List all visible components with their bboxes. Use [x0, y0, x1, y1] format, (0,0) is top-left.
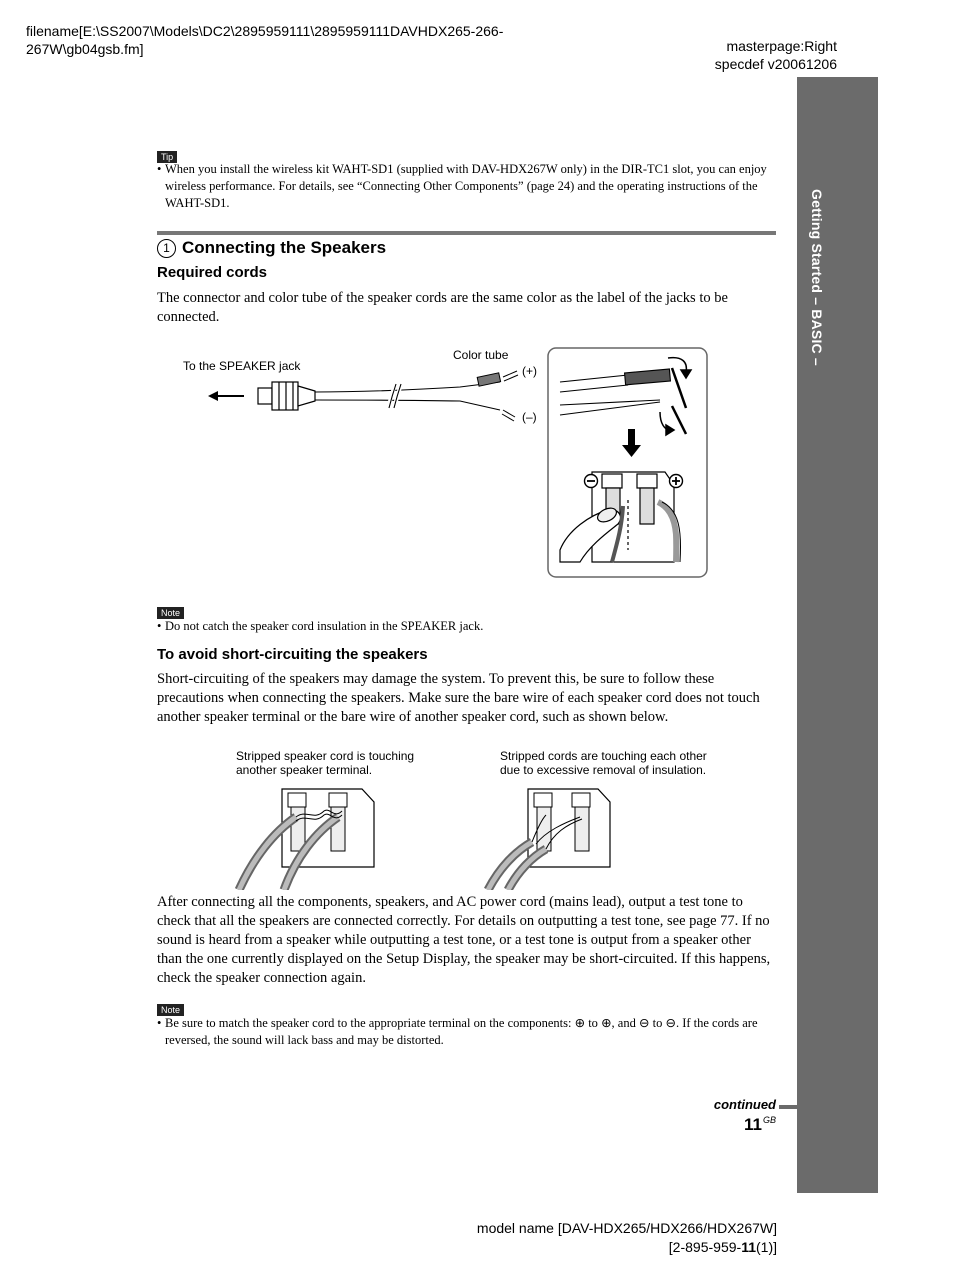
side-tab-label: Getting Started – BASIC – [809, 189, 825, 366]
section-divider [157, 231, 776, 235]
tip-text-block [157, 161, 777, 212]
caption-left-line1: Stripped speaker cord is touching [236, 749, 415, 763]
connector-plug [258, 382, 315, 410]
section-intro: The connector and color tube of the speaker cords are the same color as the label of the jacks to be connected. [157, 290, 728, 325]
note1-badge-label: Note [157, 607, 184, 619]
footer-code [440, 1238, 777, 1257]
note1-text-block [157, 618, 777, 635]
wire-tip-minus [502, 410, 515, 421]
note2-badge-label: Note [157, 1004, 184, 1016]
speaker-cord [315, 382, 500, 410]
continued-label: continued [713, 1097, 776, 1112]
plus-symbol-icon: ⊕ [574, 1016, 586, 1030]
plus-symbol-icon: ⊕ [601, 1016, 612, 1030]
caption-left-line2: another speaker terminal. [236, 763, 373, 777]
bullet-icon: • [157, 162, 162, 176]
label-speaker-jack: To the SPEAKER jack [183, 359, 301, 373]
footer-code-prefix: [2-895-959- [668, 1239, 742, 1255]
short-circuit-illustration-right [480, 787, 620, 890]
minus-symbol-icon [585, 475, 598, 488]
section-number: 1 [157, 239, 176, 258]
footer-model [440, 1219, 777, 1257]
short-circuit-illustration-left [234, 787, 384, 890]
label-color-tube: Color tube [453, 348, 509, 362]
speaker-cord-figure [160, 340, 720, 585]
label-minus: (–) [522, 410, 537, 424]
note2-text-a: Be sure to match the speaker cord to the appropriate terminal on the components: [165, 1016, 575, 1030]
side-tab [797, 77, 878, 1193]
minus-symbol-icon: ⊖ [638, 1016, 650, 1030]
short-circuit-text: Short-circuiting of the speakers may damage the system. To prevent this, be sure to follow these precautions when connecting the speakers. Make sure the bare wire of each speaker cord does not touch another speaker terminal or the bare wire of another speaker cord, such as shown below. [157, 671, 760, 725]
header-specdef-label: specdef v20061206 [714, 56, 837, 72]
header-filename-line1: filename[E:\SS2007\Models\DC2\2895959111\2895959111DAVHDX265-266- [26, 23, 504, 39]
note2-text [157, 1015, 777, 1049]
section-title-text: Connecting the Speakers [182, 238, 387, 257]
section-title [157, 238, 386, 258]
color-tube [477, 373, 500, 386]
arrow-left-icon [208, 391, 244, 401]
header-filename [26, 22, 546, 58]
caption-right-line2: due to excessive removal of insulation. [500, 763, 707, 777]
note2-to: to [585, 1016, 602, 1030]
minus-symbol-icon: ⊖ [665, 1016, 676, 1030]
header-masterpage [715, 37, 837, 73]
subheading-required-cords: Required cords [157, 264, 268, 281]
header-filename-line2: 267W\gb04gsb.fm] [26, 41, 144, 57]
header-masterpage-label: masterpage:Right [726, 38, 837, 54]
caption-right-line1: Stripped cords are touching each other [500, 749, 707, 763]
bullet-icon: • [157, 619, 162, 633]
note2-text-block [157, 1015, 777, 1049]
note1-text: Do not catch the speaker cord insulation in the SPEAKER jack. [165, 619, 484, 633]
page-number-suffix: GB [762, 1115, 776, 1125]
tip-badge-label: Tip [157, 151, 177, 163]
tip-text: When you install the wireless kit WAHT-SD1 (supplied with DAV-HDX267W only) in the DIR-TC1 slot, you can enjoy wireless performance. For details, see “Connecting Other Components” (page 24) and the operating instructions of the WAHT-SD1. [165, 162, 767, 210]
note2-to: to [649, 1016, 666, 1030]
page-number [700, 1115, 776, 1135]
note2-text-b: . If the cords are reversed, the sound will lack bass and may be distorted. [165, 1016, 758, 1047]
footer-code-bold: 11 [741, 1239, 756, 1255]
continued-bar [779, 1105, 797, 1109]
page-number-value: 11 [744, 1115, 762, 1134]
footer-code-suffix: (1)] [756, 1239, 777, 1255]
caption-right [500, 749, 760, 777]
subheading-short-circuit: To avoid short-circuiting the speakers [157, 646, 428, 663]
bullet-icon: • [157, 1016, 162, 1030]
caption-left [236, 749, 476, 777]
wire-tip-plus [503, 371, 518, 381]
note2-sep: , and [611, 1016, 639, 1030]
after-connection-text: After connecting all the components, speakers, and AC power cord (mains lead), output a test tone to check that all the speakers are connected correctly. For details on outputting a test tone, see page 77. If no sound is heard from a speaker while outputting a test tone, or a test tone is output from a speaker other than the one currently displayed on the Setup Display, the speaker may be short-circuited. If this happens, check the speaker connection again. [157, 894, 771, 986]
footer-model-name: model name [DAV-HDX265/HDX266/HDX267W] [476, 1220, 777, 1236]
label-plus: (+) [522, 364, 537, 378]
plus-symbol-icon [670, 475, 683, 488]
